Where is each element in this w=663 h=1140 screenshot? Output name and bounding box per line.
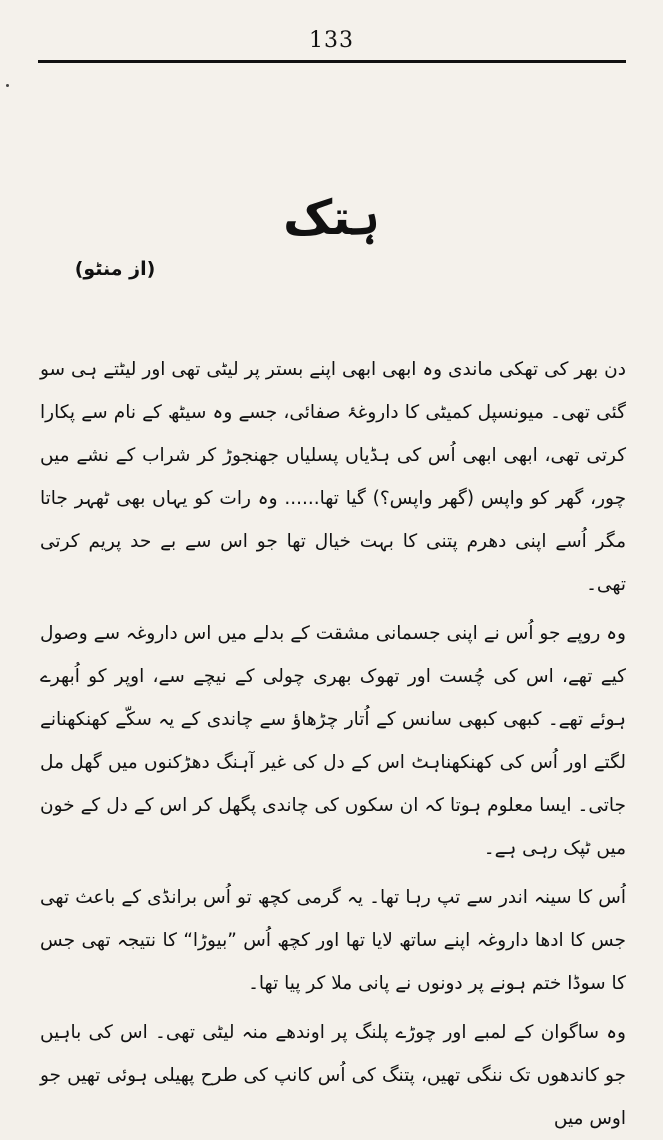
page-number: 133 <box>309 28 354 53</box>
scan-speck <box>6 84 9 87</box>
paragraph: وہ روپے جو اُس نے اپنی جسمانی مشقت کے بدلے میں اس داروغہ سے وصول کیے تھے، اس کی چُست اور تھوک بھری چولی کے نیچے سے، اوپر کو اُبھرے ہوئے تھے۔ کبھی کبھی سانس کے اُتار چڑھاؤ سے چاندی کے یہ سکّے کھنکھنانے لگتے اور اُس کی کھنکھناہٹ اس کے دل کی غیر آہنگ دھڑکنوں میں گھل مل جاتی۔ ایسا معلوم ہوتا کہ ان سکوں کی چاندی پگھل کر اس کے دل کے خون میں ٹپک رہی ہے۔ <box>40 623 626 859</box>
paragraph: وہ ساگوان کے لمبے اور چوڑے پلنگ پر اوندھے منہ لیٹی تھی۔ اس کی باہیں جو کاندھوں تک ننگی تھیں، پتنگ کی اُس کانپ کی طرح پھیلی ہوئی تھیں جو اوس میں <box>40 1022 626 1129</box>
story-body <box>40 348 626 1140</box>
author-credit: (از منٹو) <box>74 258 156 280</box>
story-title: ہتک <box>283 190 380 246</box>
paragraph: اُس کا سینہ اندر سے تپ رہا تھا۔ یہ گرمی کچھ تو اُس برانڈی کے باعث تھی جس کا ادھا داروغہ اپنے ساتھ لایا تھا اور کچھ اُس ”بیوڑا“ کا نتیجہ تھی جس کا سوڈا ختم ہونے پر دونوں نے پانی ملا کر پیا تھا۔ <box>40 887 626 994</box>
header-rule <box>38 60 626 63</box>
paragraph: دن بھر کی تھکی ماندی وہ ابھی ابھی اپنے بستر پر لیٹی تھی اور لیٹتے ہی سو گئی تھی۔ میونسپل کمیٹی کا داروغۂ صفائی، جسے وہ سیٹھ کے نام سے پکارا کرتی تھی، ابھی ابھی اُس کی ہڈیاں پسلیاں جھنجوڑ کر شراب کے نشے میں چور، گھر کو واپس (گھر واپس؟) گیا تھا...... وہ رات کو یہاں بھی ٹھہر جاتا مگر اُسے اپنی دھرم پتنی کا بہت خیال تھا جو اس سے بے حد پریم کرتی تھی۔ <box>40 359 626 595</box>
